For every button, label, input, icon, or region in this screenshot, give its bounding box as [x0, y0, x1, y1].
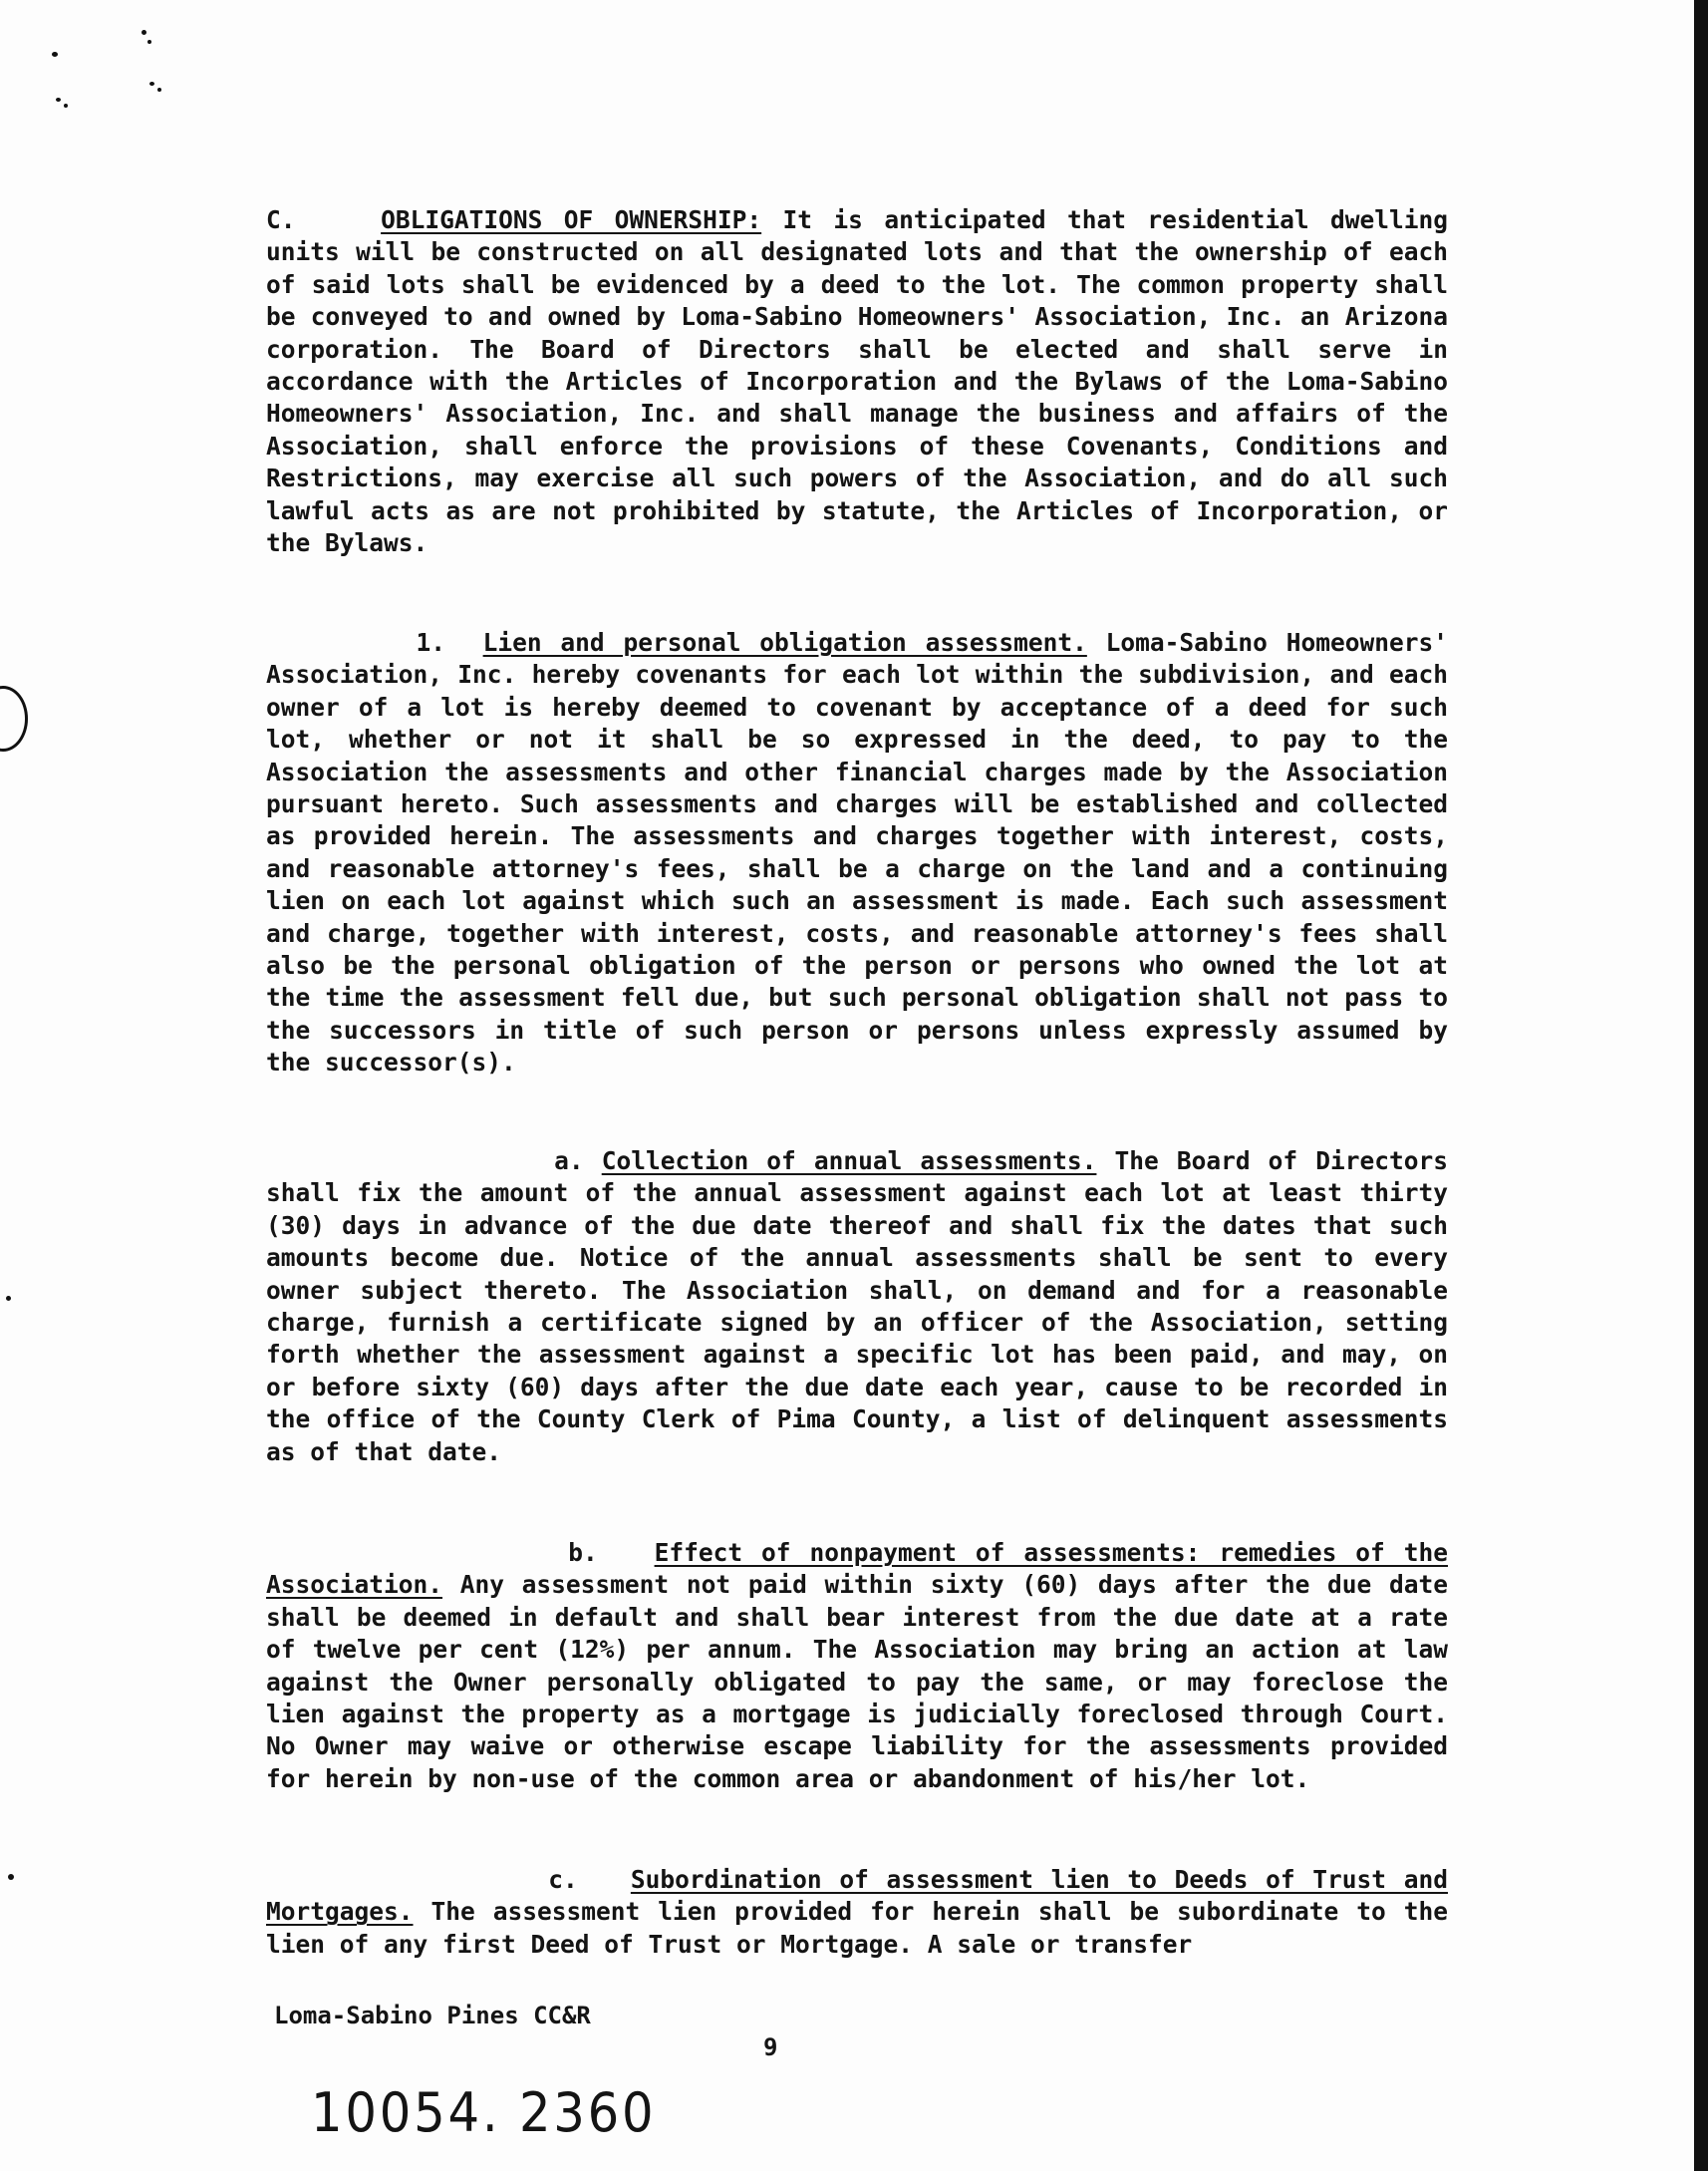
section-number: c.: [548, 1865, 578, 1894]
section-heading: OBLIGATIONS OF OWNERSHIP:: [381, 205, 762, 234]
scan-edge: [1694, 0, 1708, 2171]
section-body: The assessment lien provided for herein shall be subordinate to the lien of any first Deed of Trust or Mortgage. A sale or transfer: [266, 1897, 1448, 1959]
section-body: Any assessment not paid within sixty (60) days after the due date shall be deemed in default and shall bear interest from the due date at a rate of twelve per cent (12%) per annum. The Association may bring an action at law against the Owner personally obligated to pay the same, or may foreclose the lien against the property as a mortgage is judicially foreclosed through Court. No Owner may waive or otherwise escape liability for the assessments provided for herein by non-use of the common area or abandonment of his/her lot.: [266, 1570, 1448, 1793]
scan-speck: [56, 98, 61, 102]
section-number: C.: [266, 205, 296, 234]
scan-speck: [147, 40, 151, 44]
section-body: The Board of Directors shall fix the amount of the annual assessment against each lot at least thirty (30) days in advance of the due date thereof and shall fix the dates that such amounts become due. Notice of the annual assessments shall be sent to every owner subject thereto. The Association shall, on demand and for a reasonable charge, furnish a certificate signed by an officer of the Association, setting forth whether the assessment against a specific lot has been paid, and may, on or before sixty (60) days after the due date each year, cause to be recorded in the office of the County Clerk of Pima County, a list of delinquent assessments as of that date.: [266, 1146, 1448, 1466]
section-number: b.: [568, 1538, 598, 1567]
section-obligations-of-ownership: [266, 204, 1448, 559]
section-number: 1.: [416, 628, 445, 657]
section-effect-of-nonpayment: [266, 1537, 1448, 1795]
section-heading: Subordination of assessment lien to Deeds of Trust and Mortgages.: [266, 1865, 1448, 1927]
scan-speck: [8, 1874, 14, 1880]
section-heading: Lien and personal obligation assessment.: [482, 628, 1087, 657]
document-footer: Loma-Sabino Pines CC&R: [274, 2002, 591, 2029]
section-collection-of-annual-assessments: [266, 1145, 1448, 1468]
section-body: It is anticipated that residential dwelling units will be constructed on all designated lots and that the ownership of each of said lots shall be evidenced by a deed to the lot. The common property shall be conveyed to and owned by Loma-Sabino Homeowners' Association, Inc. an Arizona corporation. The Board of Directors shall be elected and shall serve in accordance with the Articles of Incorporation and the Bylaws of the Loma-Sabino Homeowners' Association, Inc. and shall manage the business and affairs of the Association, shall enforce the provisions of these Covenants, Conditions and Restrictions, may exercise all such powers of the Association, and do all such lawful acts as are not prohibited by statute, the Articles of Incorporation, or the Bylaws.: [266, 205, 1448, 558]
page-number: 9: [763, 2033, 778, 2061]
scan-speck: [6, 1296, 11, 1301]
document-id: 10054. 2360: [311, 2081, 657, 2144]
section-heading: Effect of nonpayment of assessments: remedies of the Association.: [266, 1538, 1448, 1600]
section-body: Loma-Sabino Homeowners' Association, Inc. hereby covenants for each lot within the subdivision, and each owner of a lot is hereby deemed to covenant by acceptance of a deed for such lot, whether or not it shall be so expressed in the deed, to pay to the Association the assessments and other financial charges made by the Association pursuant hereto. Such assessments and charges will be established and collected as provided herein. The assessments and charges together with interest, costs, and reasonable attorney's fees, shall be a charge on the land and a continuing lien on each lot against which such an assessment is made. Each such assessment and charge, together with interest, costs, and reasonable attorney's fees shall also be the personal obligation of the person or persons who owned the lot at the time the assessment fell due, but such personal obligation shall not pass to the successors in title of such person or persons unless expressly assumed by the successor(s).: [266, 628, 1448, 1078]
section-subordination-of-assessment-lien: [266, 1864, 1448, 1961]
section-number: a.: [554, 1146, 584, 1175]
scan-speck: [64, 104, 68, 108]
scan-speck: [157, 88, 161, 92]
scan-speck: [52, 52, 58, 57]
section-heading: Collection of annual assessments.: [601, 1146, 1097, 1175]
punch-hole: [0, 686, 28, 752]
scan-speck: [149, 82, 154, 86]
scan-speck: [142, 30, 146, 35]
section-lien-and-personal-obligation: [266, 627, 1448, 1080]
